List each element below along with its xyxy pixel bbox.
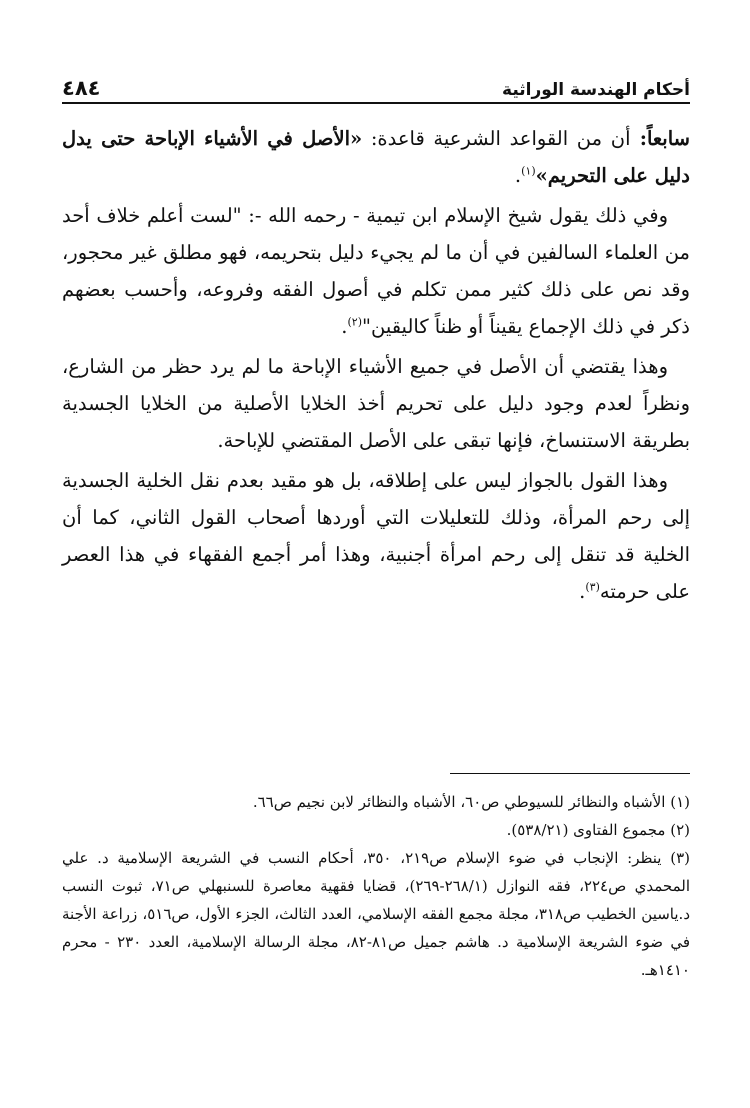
footnote-ref-3: (٣): [585, 580, 600, 594]
paragraph-ibn-taymiyyah-quote: [62, 197, 690, 345]
footnote-ref-2: (٢): [347, 315, 362, 329]
paragraph-text: وهذا القول بالجواز ليس على إطلاقه، بل هو مقيد بعدم نقل الخلية الجسدية إلى رحم المرأة، وذلك للتعليلات التي أوردها أصحاب القول الثاني، كما أن الخلية قد تنقل إلى رحم امرأة أجنبية، وهذا أمر أجمع الفقهاء في هذا العصر على حرمته: [62, 469, 690, 603]
legal-maxim-quote: «الأصل في الأشياء الإباحة حتى يدل دليل على التحريم»: [62, 127, 690, 187]
footnote-1: (١) الأشباه والنظائر للسيوطي ص٦٠، الأشباه والنظائر لابن نجيم ص٦٦.: [252, 793, 690, 811]
footnote-ref-1: (١): [521, 164, 536, 178]
page-number: ٤٨٤: [62, 76, 101, 100]
point-lead: سابعاً:: [630, 127, 691, 150]
running-header: [62, 64, 690, 104]
body-text: [62, 120, 690, 610]
period: .: [514, 164, 522, 187]
paragraph-rule-seventh: [62, 120, 690, 194]
footnote-3: (٣) ينظر: الإنجاب في ضوء الإسلام ص٢١٩، ٣٥٠، أحكام النسب في الشريعة الإسلامية د. علي المحمدي ص٢٢٤، فقه النوازل (٢٦٨/١-٢٦٩)، قضايا فقهية معاصرة للسنبهلي ص٧١، ثبوت النسب د.ياسين الخطيب ص٣١٨، مجلة مجمع الفقه الإسلامي، العدد الثالث، الجزء الأول، ص٥١٦، زراعة الأجنة في ضوء الشريعة الإسلامية د. هاشم جميل ص٨١-٨٢، مجلة الرسالة الإسلامية، العدد ٢٣٠ - محرم ١٤١٠هـ.: [62, 849, 691, 979]
footnotes: [62, 788, 690, 984]
period: .: [579, 580, 586, 603]
book-title: أحكام الهندسة الوراثية: [502, 80, 690, 100]
paragraph-text: وهذا يقتضي أن الأصل في جميع الأشياء الإباحة ما لم يرد حظر من الشارع، ونظراً لعدم وجود دليل على تحريم أخذ الخلايا الأصلية من الخلايا الجسدية بطريقة الاستنساخ، فإنها تبقى على الأصل المقتضي للإباحة.: [62, 355, 690, 452]
footnote-2: (٢) مجموع الفتاوى (٥٣٨/٢١).: [506, 821, 690, 839]
paragraph-text: وفي ذلك يقول شيخ الإسلام ابن تيمية - رحمه الله -: "لست أعلم خلاف أحد من العلماء السالفين في أن ما لم يجيء دليل بتحريمه، فهو مطلق غير محجور، وقد نص على ذلك كثير ممن تكلم في أصول الفقه وفروعه، وأحسب بعضهم ذكر في ذلك الإجماع يقيناً أو ظناً كاليقين": [62, 204, 690, 338]
footnote-separator: [450, 773, 690, 774]
book-page: [62, 64, 690, 1064]
point-intro: أن من القواعد الشرعية قاعدة:: [362, 127, 631, 150]
paragraph-restriction: [62, 462, 690, 610]
period: .: [341, 315, 348, 338]
paragraph-permissibility: [62, 348, 690, 459]
